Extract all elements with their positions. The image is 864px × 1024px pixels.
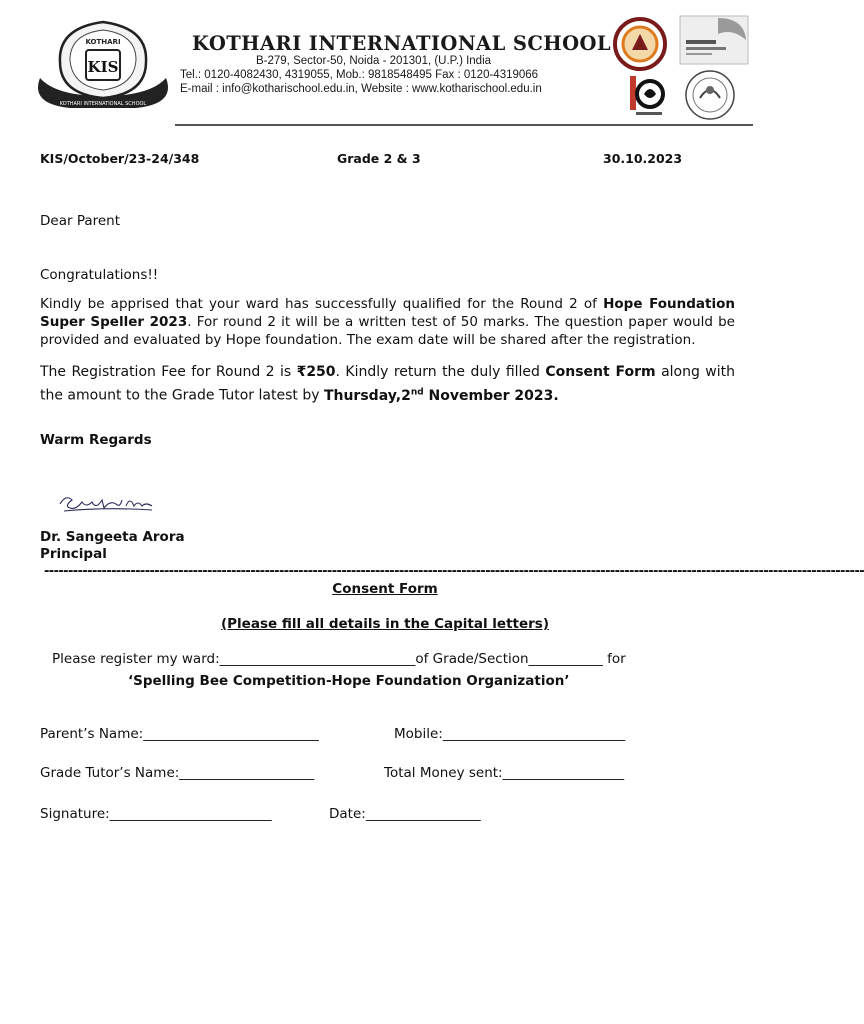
fee-paragraph	[40, 362, 735, 406]
affiliation-logo-icon	[612, 16, 668, 72]
grade-tutor-name-field[interactable]: Grade Tutor’s Name:____________________	[40, 765, 315, 781]
principal-signature	[56, 490, 156, 516]
p1-text-a: Kindly be apprised that your ward has successfully qualified for the Round 2 of	[40, 296, 604, 312]
deadline-suffix: nd	[410, 387, 424, 397]
international-award-logo-icon	[672, 68, 748, 122]
qualification-paragraph	[40, 295, 735, 349]
consent-instruction: (Please fill all details in the Capital letters)	[220, 616, 549, 632]
salutation: Dear Parent	[40, 213, 121, 229]
letter-date: 30.10.2023	[603, 151, 683, 166]
signature-field[interactable]: Signature:________________________	[40, 806, 272, 822]
consent-form-mention: Consent Form	[545, 364, 656, 380]
date-field[interactable]: Date:_________________	[329, 806, 481, 822]
consent-form-title: Consent Form	[332, 581, 438, 597]
deadline-day: Thursday,2	[323, 387, 411, 404]
cut-line-divider: ---------------------------------------------------------------------------------------------------------------------------------------------------------------------------	[44, 564, 864, 579]
deadline-month: November 2023.	[423, 387, 559, 404]
p2-text-a: The Registration Fee for Round 2 is	[40, 364, 297, 380]
grade-label: Grade 2 & 3	[337, 151, 421, 166]
p2-text-c: along with the amount to the Grade Tutor latest by	[40, 364, 735, 404]
school-address: B-279, Sector-50, Noida - 201301, (U.P.) India	[256, 55, 492, 67]
letterhead-divider	[175, 124, 753, 126]
crest-banner-text: KOTHARI INTERNATIONAL SCHOOL	[59, 101, 147, 107]
parent-name-field[interactable]: Parent’s Name:__________________________	[40, 726, 319, 742]
congratulations: Congratulations!!	[40, 267, 159, 283]
p1-text-b: . For round 2 it will be a written test of 50 marks. The question paper would be provided and evaluated by Hope foundation. The exam date will be shared after the registration.	[40, 314, 735, 348]
crest-initials: KIS	[87, 58, 119, 76]
certification-logo-icon	[626, 72, 666, 118]
school-phones: Tel.: 0120-4082430, 4319055, Mob.: 9818548495 Fax : 0120-4319066	[180, 69, 539, 81]
school-crest-logo	[30, 16, 176, 116]
total-money-sent-field[interactable]: Total Money sent:__________________	[384, 765, 625, 781]
mobile-field[interactable]: Mobile:___________________________	[394, 726, 626, 742]
register-ward-field[interactable]: Please register my ward:_____________________________of Grade/Section___________ for	[52, 651, 626, 667]
signatory-name: Dr. Sangeeta Arora	[40, 529, 185, 545]
competition-title: ‘Spelling Bee Competition-Hope Foundation Organization’	[128, 673, 570, 689]
signatory-title: Principal	[40, 546, 107, 562]
award-badge-icon	[678, 14, 750, 66]
p2-text-b: . Kindly return the duly filled	[335, 364, 546, 380]
crest-top-text: KOTHARI	[85, 38, 121, 46]
competition-name: Hope Foundation Super Speller 2023	[40, 296, 735, 330]
deadline-date	[324, 388, 559, 404]
reference-number: KIS/October/23-24/348	[40, 151, 200, 166]
fee-amount: 250	[306, 364, 336, 380]
currency-symbol: ₹	[296, 364, 307, 380]
school-name: KOTHARI INTERNATIONAL SCHOOL	[192, 32, 611, 55]
closing: Warm Regards	[40, 432, 152, 448]
school-contact: E-mail : info@kotharischool.edu.in, Website : www.kotharischool.edu.in	[180, 83, 542, 95]
